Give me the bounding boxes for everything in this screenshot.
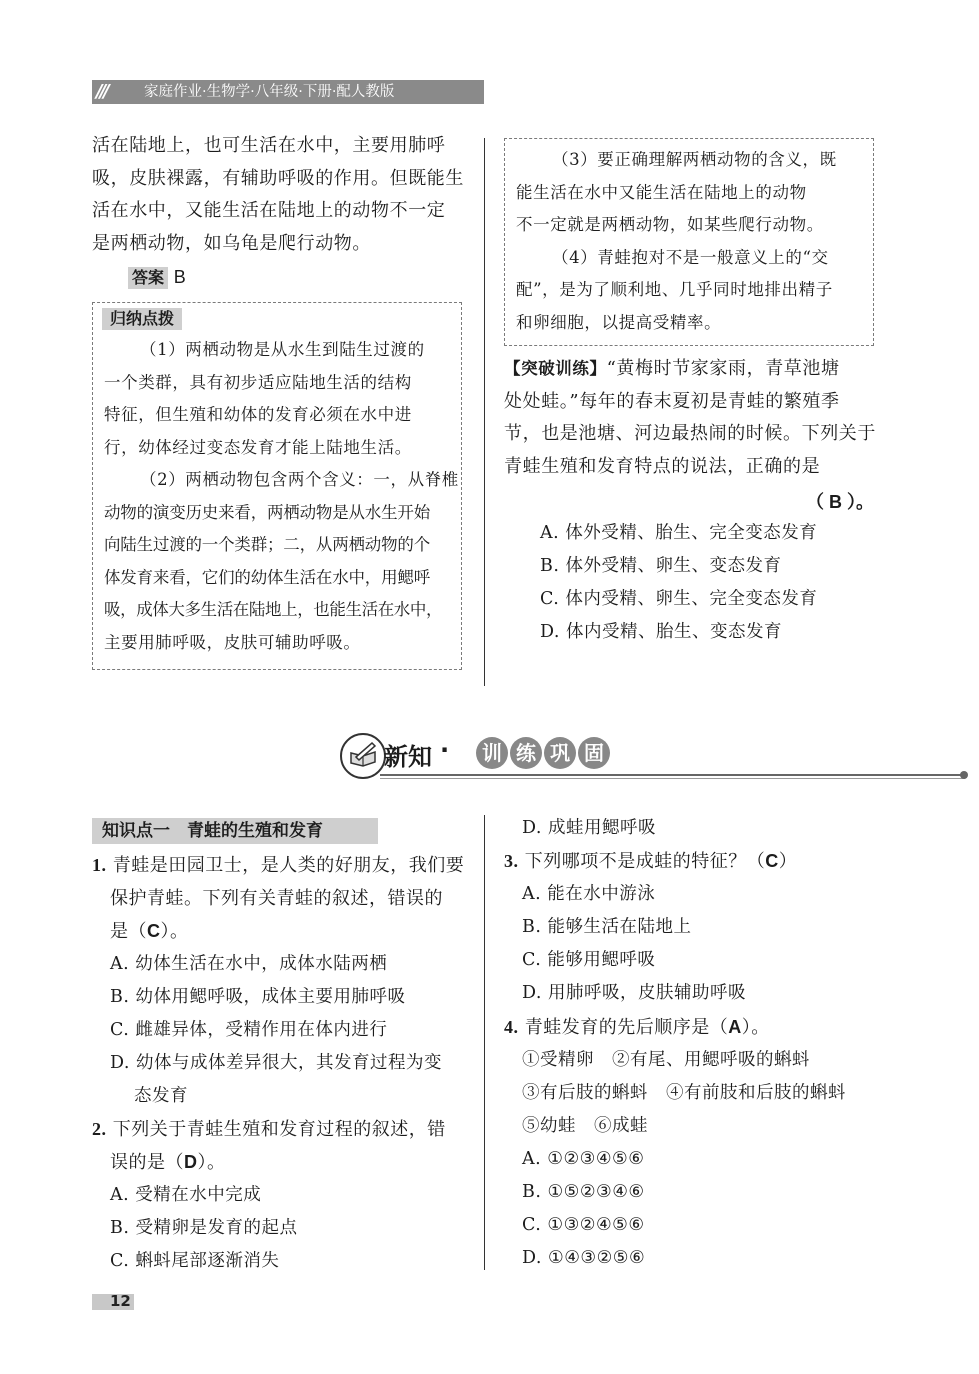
text-line: 主要用肺呼吸，皮肤可辅助呼吸。 [104,632,361,652]
text-tail: ） [778,851,798,872]
option-c: C. 能够用鳃呼吸 [522,950,656,970]
left-top-paragraph [92,130,472,260]
banner-rule [380,774,965,776]
text-line: 误的是（ [110,1152,184,1173]
breakthrough-tag: 【突破训练】 [504,359,607,378]
answer-label: 答案 [128,267,168,289]
question-4 [504,1011,884,1044]
text-tail: ）。 [160,921,189,942]
item-line: ⑤幼蛙 ⑥成蛙 [522,1116,648,1136]
option-b: B. 能够生活在陆地上 [522,917,692,937]
text-line: 和卵细胞，以提高受精率。 [516,312,722,332]
text-line: 青蛙发育的先后顺序是（ [524,1017,729,1038]
text-line: 吸，成体大多生活在陆地上，也能生活在水中， [104,600,443,619]
text-line: 青蛙是田园卫士，是人类的好朋友，我们要 [112,855,465,876]
text-line: 能生活在水中又能生活在陆地上的动物 [516,182,807,202]
text-line: 是（ [110,921,147,942]
option-b: B. 幼体用鳃呼吸，成体主要用肺呼吸 [110,987,406,1007]
question-number: 3. [504,851,519,871]
option-b: B. 受精卵是发育的起点 [110,1218,298,1238]
option-b: B. 体外受精、卵生、变态发育 [540,556,782,576]
option-c: C. 蝌蚪尾部逐渐消失 [110,1251,280,1271]
option-a: A. ①②③④⑤⑥ [522,1149,645,1169]
banner-char: 练 [510,737,542,769]
banner-dot: · [440,736,450,764]
text-line: 处处蛙。”每年的春末夏初是青蛙的繁殖季 [504,390,840,412]
breakthrough-question [504,353,884,483]
section-banner [340,733,640,781]
option-d: D. 幼体与成体差异很大，其发育过程为变 [110,1053,443,1073]
text-line: 体发育来看，它们的幼体生活在水中，用鳃呼 [104,567,431,587]
text-line: 吸，皮肤裸露，有辅助呼吸的作用。但既能生 [92,167,464,189]
column-divider-top [484,138,485,686]
question-number: 1. [92,855,107,875]
question-2-option-d [522,812,892,845]
running-header [92,80,484,104]
option-d: D. 用肺呼吸，皮肤辅助呼吸 [522,983,747,1003]
text-line: 一个类群，具有初步适应陆地生活的结构 [104,372,412,392]
text-line: 保护青蛙。下列有关青蛙的叙述，错误的 [110,888,443,909]
knowledge-point-title: 知识点一 青蛙的生殖和发育 [92,818,378,844]
text-line: 青蛙生殖和发育特点的说法，正确的是 [504,455,821,477]
option-d: D. 体内受精、胎生、变态发育 [540,622,783,642]
item-line: ③有后肢的蝌蚪 ④有前肢和后肢的蝌蚪 [522,1083,846,1103]
text-tail: ）。 [197,1152,226,1173]
question-number: 2. [92,1119,107,1139]
pencil-book-icon [340,733,386,779]
question-4-items [522,1044,882,1275]
banner-rule-end [960,771,968,779]
answer-blank: C [147,921,161,941]
answer-blank: A [728,1017,742,1037]
question-1-options [110,948,480,1113]
text-tail: ）。 [741,1017,770,1038]
answer-blank: C [765,851,779,871]
text-line: 下列哪项不是成蛙的特征？（ [524,851,766,872]
option-a: A. 能在水中游泳 [522,884,656,904]
text-line: 不一定就是两栖动物，如某些爬行动物。 [516,215,824,234]
header-title: 家庭作业·生物学·八年级·下册·配人教版 [144,84,395,100]
answer-line [128,266,186,289]
option-c: C. 雌雄异体，受精作用在体内进行 [110,1020,388,1040]
header-slashes: /// [96,81,107,102]
option-d: D. ①④③②⑤⑥ [522,1248,646,1268]
question-3-options [522,878,882,1010]
banner-rule-thin [380,778,965,779]
text-line: “黄梅时节家家雨，青草池塘 [606,358,840,379]
question-number: 4. [504,1017,519,1037]
text-line: 活在水中，又能生活在陆地上的动物不一定 [92,200,446,221]
item-line: ①受精卵 ②有尾、用鳃呼吸的蝌蚪 [522,1050,810,1070]
option-c: C. 体内受精、卵生、完全变态发育 [540,589,818,609]
text-line: 向陆生过渡的一个类群；二，从两栖动物的个 [104,535,431,554]
text-line: 特征，但生殖和幼体的发育必须在水中进 [104,405,412,424]
text-line: （3）要正确理解两栖动物的含义，既 [552,150,837,169]
breakthrough-options [540,517,880,649]
text-line: 活在陆地上，也可生活在水中，主要用肺呼 [92,135,446,156]
tips-text [516,144,872,339]
text-line: 行，幼体经过变态发育才能上陆地生活。 [104,437,412,457]
option-a: A. 受精在水中完成 [110,1185,262,1205]
text-line: 动物的演变历史来看，两栖动物是从水生开始 [104,502,431,522]
summary-tag: 归纳点拨 [102,308,182,330]
option-b: B. ①⑤②③④⑥ [522,1182,645,1202]
page-number [92,1291,134,1311]
text-line: 节，也是池塘、河边最热闹的时候。下列关于 [504,423,876,444]
question-3 [504,845,884,878]
option-c: C. ①③②④⑤⑥ [522,1215,645,1235]
option-d: D. 成蛙用鳃呼吸 [522,818,657,838]
option-a: A. 体外受精、胎生、完全变态发育 [540,523,818,543]
summary-text [104,334,460,659]
option-a: A. 幼体生活在水中，成体水陆两栖 [110,954,388,974]
banner-main: 新知 [384,743,432,771]
page-number-text: 12 [110,1292,131,1310]
question-2-options [110,1179,480,1278]
option-d-cont: 态发育 [134,1086,188,1106]
banner-char: 固 [578,737,610,769]
text-line: 下列关于青蛙生殖和发育过程的叙述，错 [112,1119,446,1140]
answer-value: B [173,267,186,287]
breakthrough-answer: （ B ）。 [806,492,875,512]
banner-char: 巩 [544,737,576,769]
question-1 [92,849,472,948]
question-2 [92,1113,472,1179]
text-line: （1）两栖动物是从水生到陆生过渡的 [140,340,425,359]
banner-char: 训 [476,737,508,769]
text-line: （2）两栖动物包含两个含义：一，从脊椎 [140,470,459,489]
text-line: 是两栖动物，如乌龟是爬行动物。 [92,232,371,254]
text-line: 配”，是为了顺利地、几乎同时地排出精子 [516,280,833,299]
answer-blank: D [184,1152,198,1172]
text-line: （4）青蛙抱对不是一般意义上的“交 [552,247,829,267]
column-divider-bottom [484,815,485,1270]
